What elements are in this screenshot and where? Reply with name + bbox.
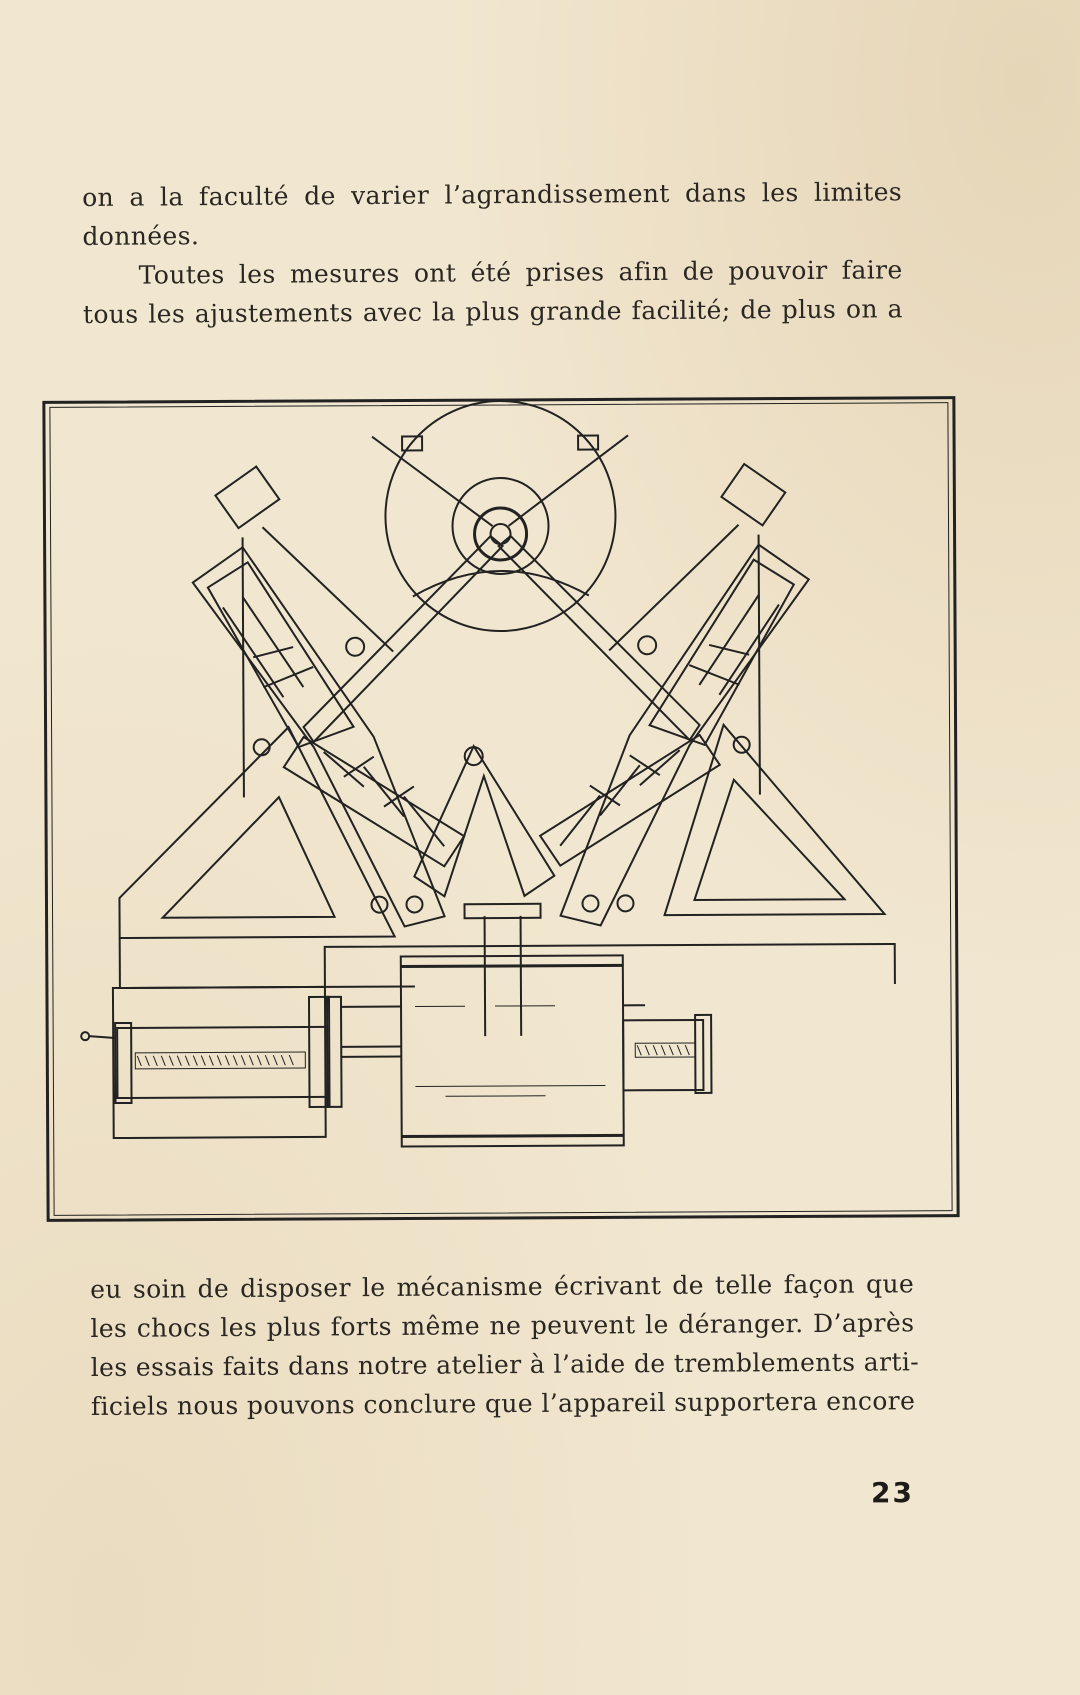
bottom-paragraph-block — [90, 1264, 920, 1426]
text-line: les chocs les plus forts même ne peuvent le déranger. D’après — [90, 1308, 915, 1343]
text-line: données. — [82, 221, 200, 251]
page-number: 23 — [871, 1476, 914, 1509]
text-line: on a la faculté de varier l’agrandissement dans les limites — [82, 177, 903, 212]
text-line: tous les ajustements avec la plus grande facilité; de plus on a — [82, 294, 904, 329]
text-line: Toutes les mesures ont été prises afin de pouvoir faire — [138, 255, 903, 290]
text-line: ficiels nous pouvons conclure que l’appareil supportera encore — [90, 1386, 916, 1421]
top-paragraph-block — [82, 172, 903, 334]
text-line: les essais faits dans notre atelier à l’aide de tremblements arti- — [90, 1347, 920, 1382]
seismograph-mechanism-drawing — [42, 394, 962, 1225]
text-line: eu soin de disposer le mécanisme écrivant de telle façon que — [90, 1269, 915, 1304]
